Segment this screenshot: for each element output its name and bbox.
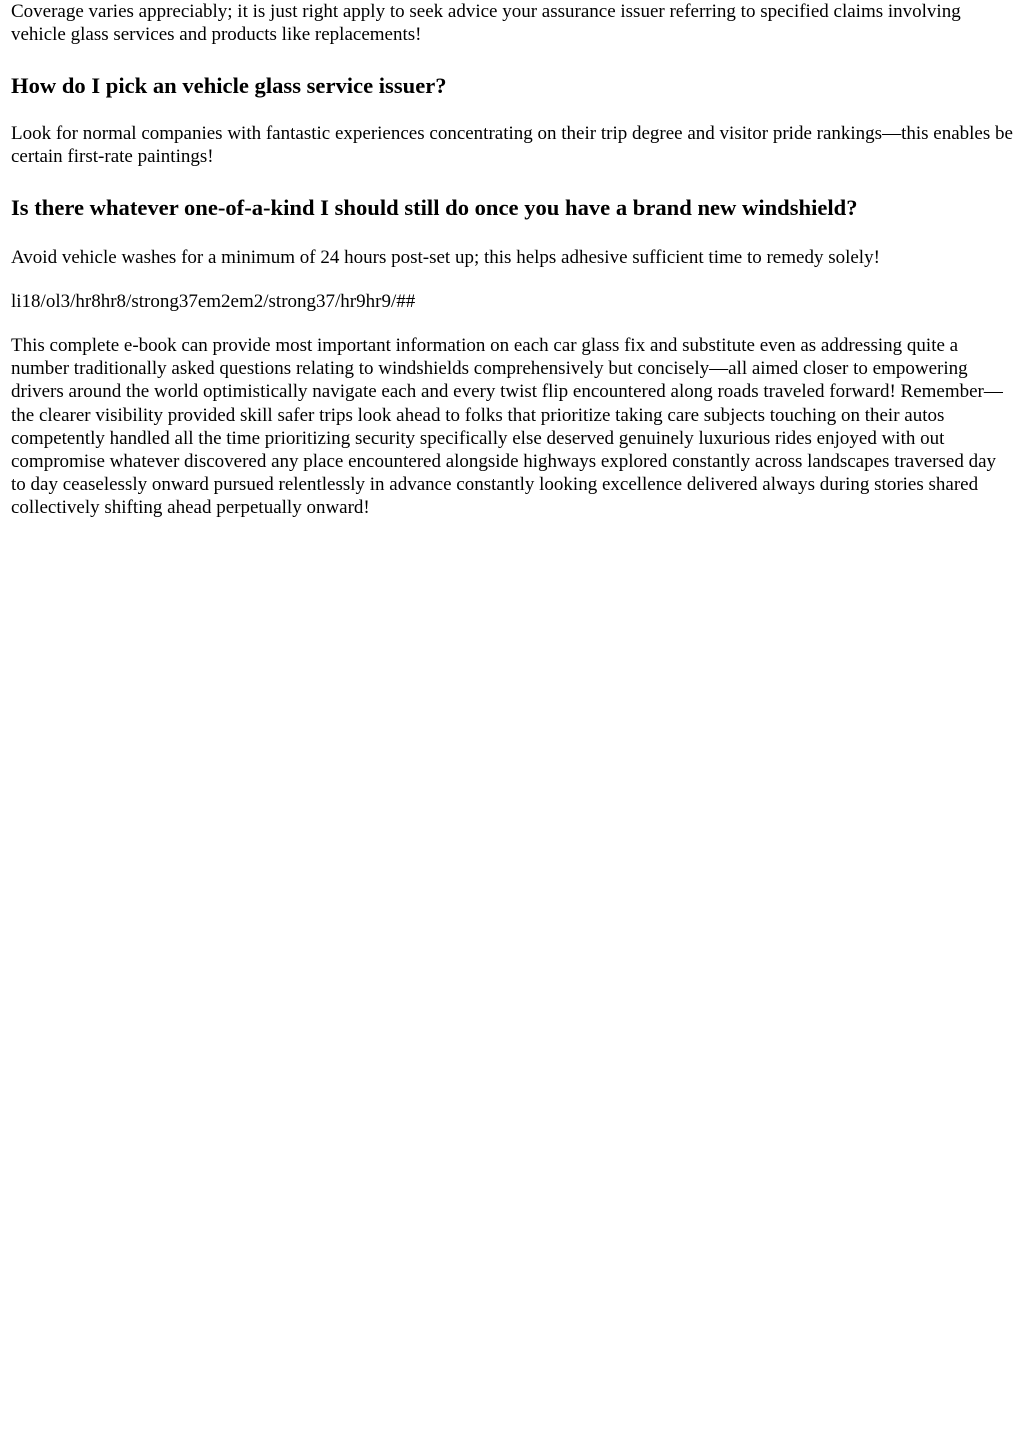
- intro-paragraph: Coverage varies appreciably; it is just right apply to seek advice your assurance issuer referring to specified claims involving vehicle glass services and products like replacements!: [11, 1, 961, 46]
- faq-answer-2: Avoid vehicle washes for a minimum of 24 hours post-set up; this helps adhesive sufficient time to remedy solely!: [11, 247, 880, 268]
- closing-paragraph: This complete e-book can provide most important information on each car glass fix and substitute even as addressing quite a number traditionally asked questions relating to windshields comprehensively but concisely—all aimed closer to empowering drivers around the world optimistically navigate each and every twist flip encountered along roads traveled forward! Remember—the clearer visibility provided skill safer trips look ahead to folks that prioritize taking care subjects touching on their autos competently handled all the time prioritizing security specifically else deserved genuinely luxurious rides enjoyed with out compromise whatever discovered any place encountered alongside highways explored constantly across landscapes traversed day to day ceaselessly onward pursued relentlessly in advance constantly looking excellence delivered always during stories shared collectively shifting ahead perpetually onward!: [11, 335, 1003, 519]
- markup-artifact-text: li18/ol3/hr8hr8/strong37em2em2/strong37/hr9hr9/##: [11, 291, 416, 312]
- faq-question-1: How do I pick an vehicle glass service issuer?: [11, 73, 447, 98]
- faq-question-2: Is there whatever one-of-a-kind I should still do once you have a brand new windshield?: [11, 195, 858, 220]
- faq-answer-1: Look for normal companies with fantastic experiences concentrating on their trip degree and visitor pride rankings—this enables be certain first-rate paintings!: [11, 123, 1013, 168]
